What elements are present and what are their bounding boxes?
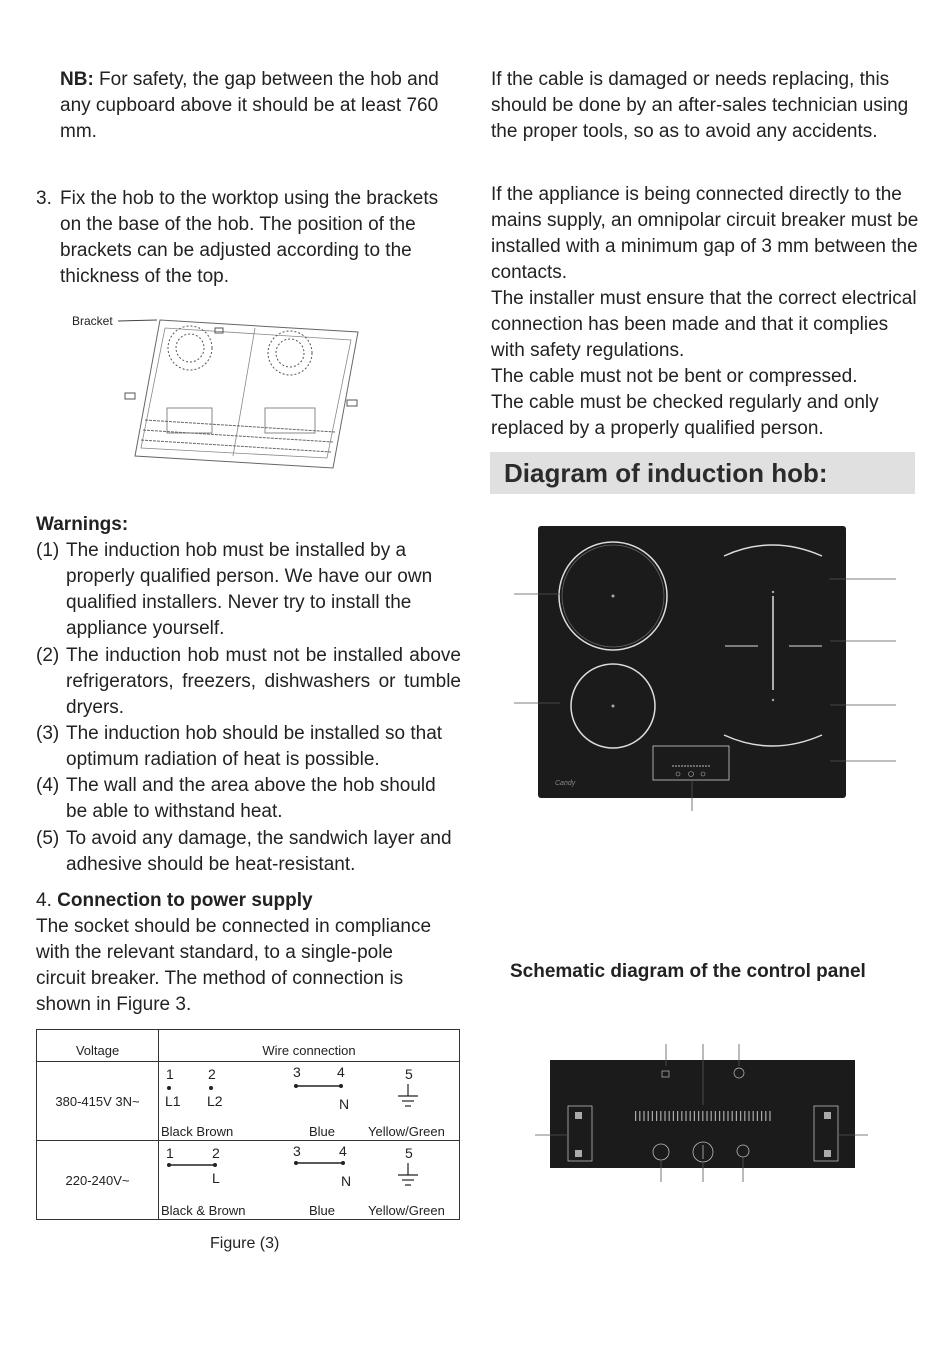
cable-paragraph: If the cable is damaged or needs replacing, this should be done by an after-sales technician using the proper tools, so as to avoid any accidents. — [491, 69, 909, 142]
section4-text: The socket should be connected in compliance with the relevant standard, to a single-pole circuit breaker. The method of connection is shown in Figure 3. — [36, 916, 432, 1015]
induction-hob-diagram — [510, 520, 910, 815]
row1-terminal-3: 3 — [293, 1064, 301, 1080]
row1-terminal-1: 1 — [166, 1066, 174, 1082]
wire-connection-table — [36, 1029, 460, 1220]
row2-terminal-5: 5 — [405, 1145, 413, 1161]
warning-num-1: (1) — [36, 540, 60, 561]
warning-num-5: (5) — [36, 828, 60, 849]
warning-num-2: (2) — [36, 645, 60, 666]
nb-label: NB: — [60, 69, 94, 90]
control-panel-title: Schematic diagram of the control panel — [510, 961, 866, 982]
header-voltage: Voltage — [37, 1030, 159, 1062]
brand-logo: Candy — [555, 780, 576, 787]
row2-terminal-1: 1 — [166, 1145, 174, 1161]
warning-num-4: (4) — [36, 775, 60, 796]
warning-text-4: The wall and the area above the hob should be able to withstand heat. — [66, 775, 436, 822]
row1-terminal-5: 5 — [405, 1066, 413, 1082]
row2-terminal-4: 4 — [339, 1143, 347, 1159]
installer-paragraph: The installer must ensure that the correct electrical connection has been made and that it complies with safety regulations. — [491, 288, 917, 361]
row2-color-3: Yellow/Green — [368, 1203, 445, 1218]
row1-color-1: Black Brown — [161, 1124, 234, 1139]
row2-label-l: L — [212, 1170, 220, 1186]
row1-label-l2: L2 — [207, 1093, 223, 1109]
row2-color-2: Blue — [309, 1203, 336, 1218]
section4-heading — [36, 888, 313, 914]
section4-title: Connection to power supply — [57, 890, 313, 911]
row1-color-2: Blue — [309, 1124, 336, 1139]
hob-diagram-heading-text: Diagram of induction hob: — [504, 458, 828, 488]
warning-text-2: The induction hob must not be installed above refrigerators, freezers, dishwashers or tumble dryers. — [66, 645, 461, 718]
row2-terminal-2: 2 — [212, 1145, 220, 1161]
nb-note — [60, 67, 460, 145]
row2-label-n: N — [341, 1173, 352, 1189]
row1-label-l1: L1 — [165, 1093, 181, 1109]
row1-voltage: 380-415V 3N~ — [37, 1062, 159, 1141]
hob-diagram-heading — [490, 452, 915, 494]
bracket-label: Bracket — [72, 314, 113, 328]
cable-check-paragraph: The cable must be checked regularly and only replaced by a properly qualified person. — [491, 392, 879, 439]
nb-text: For safety, the gap between the hob and any cupboard above it should be at least 760 mm. — [60, 69, 439, 142]
cable-bent-paragraph: The cable must not be bent or compressed. — [491, 366, 858, 387]
row2-color-1: Black & Brown — [161, 1203, 246, 1218]
warning-text-1: The induction hob must be installed by a properly qualified person. We have our own qualified installers. Never try to install the appliance yourself. — [66, 540, 433, 639]
circuit-breaker-paragraph: If the appliance is being connected directly to the mains supply, an omnipolar circuit breaker must be installed with a minimum gap of 3 mm between the contacts. — [491, 184, 919, 283]
row1-terminal-2: 2 — [208, 1066, 216, 1082]
step3-text: Fix the hob to the worktop using the brackets on the base of the hob. The position of the brackets can be adjusted according to the thickness of the top. — [60, 188, 439, 287]
row2-wiring — [159, 1141, 459, 1219]
row1-label-n: N — [339, 1096, 350, 1112]
row2-voltage: 220-240V~ — [37, 1141, 159, 1220]
warning-text-5: To avoid any damage, the sandwich layer and adhesive should be heat-resistant. — [66, 828, 452, 875]
row1-terminal-4: 4 — [337, 1064, 345, 1080]
section4-number: 4. — [36, 890, 52, 911]
step3-number: 3. — [36, 188, 52, 209]
control-panel-schematic — [535, 1040, 875, 1185]
warnings-title: Warnings: — [36, 514, 129, 535]
row1-color-3: Yellow/Green — [368, 1124, 445, 1139]
header-wire-connection: Wire connection — [159, 1030, 460, 1062]
row1-wiring — [159, 1062, 459, 1140]
figure-caption: Figure (3) — [210, 1235, 280, 1252]
row2-terminal-3: 3 — [293, 1143, 301, 1159]
hob-bracket-illustration — [115, 308, 365, 478]
warning-text-3: The induction hob should be installed so that optimum radiation of heat is possible. — [66, 723, 443, 770]
warning-num-3: (3) — [36, 723, 60, 744]
